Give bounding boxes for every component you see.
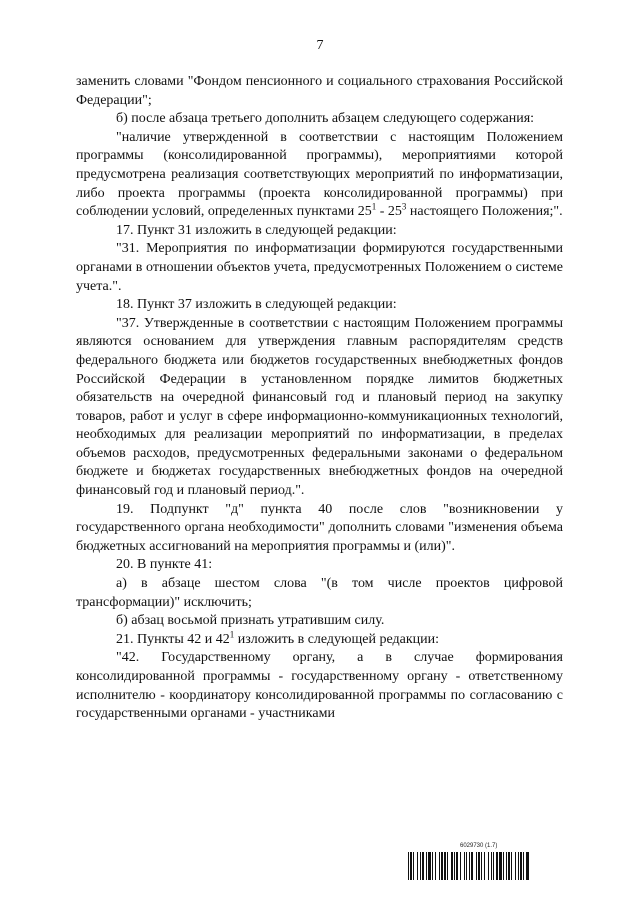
paragraph: заменить словами "Фондом пенсионного и социального страхования Российской Федерации"; bbox=[76, 74, 563, 108]
paragraph: "наличие утвержденной в соответствии с настоящим Положением программы (консолидированной программы), мероприятиями которой предусмотрена реализация соответствующих мероприятий по информатизации, либо проекта программы (проекта консолидированной программы) при соблюдении условий, определенных пунктами $25^1 - 25^3$ настоящего Положения;". bbox=[76, 129, 563, 220]
paragraph: 21. Пункты 42 и $42^1$ изложить в следующей редакции: bbox=[116, 629, 440, 647]
paragraph: "42. Государственному органу, а в случае формирования консолидированной программы - государственному органу - ответственному исполнителю - координатору консолидированной программы по согласованию с государственными органами - участниками bbox=[76, 650, 563, 722]
paragraph: "37. Утвержденные в соответствии с настоящим Положением программы являются основанием для утверждения главным распорядителям средств федерального бюджета или бюджетов государственных внебюджетных фондов Российской Федерации в установленном порядке лимитов бюджетных обязательств на очередной финансовый год и плановый период на закупку товаров, работ и услуг в сфере информационно-коммуникационных технологий, необходимых для реализации мероприятий по информатизации, в пределах объемов расходов, предусмотренных федеральными законами о федеральном бюджете и бюджетах государственных внебюджетных фондов на очередной финансовый год и плановый период.". bbox=[76, 315, 563, 499]
barcode-image bbox=[408, 852, 566, 880]
barcode-caption: 6029730 (1.7) bbox=[460, 843, 498, 849]
document-body bbox=[76, 73, 563, 724]
paragraph: а) в абзаце шестом слова "(в том числе проектов цифровой трансформации)" исключить; bbox=[76, 576, 563, 610]
barcode-bar bbox=[529, 852, 530, 880]
paragraph: 17. Пункт 31 изложить в следующей редакции: bbox=[116, 222, 397, 238]
paragraph: 18. Пункт 37 изложить в следующей редакции: bbox=[116, 297, 397, 313]
paragraph: "31. Мероприятия по информатизации формируются государственными органами в отношении объектов учета, предусмотренных Положением о системе учета.". bbox=[76, 241, 563, 294]
barcode-block bbox=[408, 843, 566, 883]
paragraph: б) абзац восьмой признать утратившим силу. bbox=[116, 613, 385, 629]
page-number: 7 bbox=[316, 38, 324, 53]
paragraph: 20. В пункте 41: bbox=[116, 557, 213, 573]
paragraph: б) после абзаца третьего дополнить абзацем следующего содержания: bbox=[116, 111, 535, 127]
paragraph: 19. Подпункт "д" пункта 40 после слов "возникновении у государственного органа необходимости" дополнить словами "изменения объема бюджетных ассигнований на мероприятия программы и (или)". bbox=[76, 501, 563, 554]
